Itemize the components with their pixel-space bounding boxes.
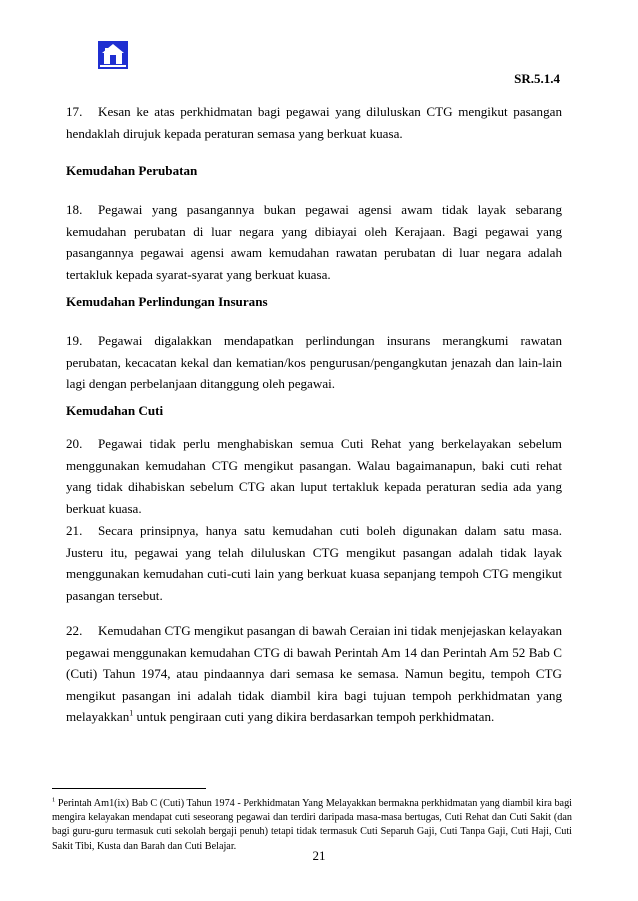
paragraph-number: 22. (66, 623, 83, 638)
paragraph-text-continued: untuk pengiraan cuti yang dikira berdasarkan tempoh perkhidmatan. (133, 709, 495, 724)
footnote (52, 797, 572, 854)
paragraph-number: 18. (66, 202, 83, 217)
heading-leave-facility: Kemudahan Cuti (66, 403, 164, 418)
paragraph-text: Pegawai digalakkan mendapatkan perlindungan insurans merangkumi rawatan perubatan, kecacatan kekal dan kematian/kos pengurusan/pengangkutan jenazah dan lain-lain lagi dengan perbelanjaan ditanggung oleh pegawai. (66, 333, 562, 391)
footnote-text: Perintah Am1(ix) Bab C (Cuti) Tahun 1974 - Perkhidmatan Yang Melayakkan bermakna perkhidmatan yang diambil kira bagi mengira kelayakan mendapat cuti seseorang pegawai dan terdiri daripada masa-masa bertugas, Cuti Rehat dan Cuti Sakit (dan bagi guru-guru termasuk cuti sekolah bergaji penuh) tetapi tidak termasuk Cuti Separuh Gaji, Cuti Tanpa Gaji, Cuti Haji, Cuti Sakit Tibi, Kusta dan Barah dan Cuti Belajar. (52, 798, 572, 852)
paragraph-18 (66, 199, 562, 285)
heading-medical-facility: Kemudahan Perubatan (66, 163, 198, 178)
paragraph-text: Secara prinsipnya, hanya satu kemudahan cuti boleh digunakan dalam satu masa. Justeru itu, pegawai yang telah diluluskan CTG mengikut pasangan adalah tidak layak menggunakan kemudahan cuti-cuti lain yang berkuat kuasa sepanjang tempoh CTG mengikut pasangan tersebut. (66, 523, 562, 603)
paragraph-number: 21. (66, 523, 83, 538)
heading-insurance-protection: Kemudahan Perlindungan Insurans (66, 294, 268, 309)
page-number: 21 (312, 848, 326, 863)
paragraph-text: Kemudahan CTG mengikut pasangan di bawah Ceraian ini tidak menjejaskan kelayakan pegawai menggunakan kemudahan CTG di bawah Perintah Am 14 dan Perintah Am 52 Bab C (Cuti) Tahun 1974, atau pindaannya dari semasa ke semasa. Namun begitu, tempoh CTG mengikut pasangan ini adalah tidak diambil kira bagi tujuan tempoh perkhidmatan yang melayakkan (66, 623, 562, 724)
paragraph-19 (66, 330, 562, 395)
house-logo-icon (97, 40, 129, 70)
paragraph-17 (66, 101, 562, 144)
paragraph-text: Pegawai yang pasangannya bukan pegawai agensi awam tidak layak sebarang kemudahan perubatan di luar negara yang dibiayai oleh Kerajaan. Bagi pegawai yang pasangannya pegawai agensi awam kemudahan rawatan perubatan di luar negara adalah tertakluk kepada syarat-syarat yang berkuat kuasa. (66, 202, 562, 282)
paragraph-number: 19. (66, 333, 83, 348)
paragraph-20 (66, 433, 562, 519)
paragraph-text: Kesan ke atas perkhidmatan bagi pegawai yang diluluskan CTG mengikut pasangan hendaklah dirujuk kepada peraturan semasa yang berkuat kuasa. (66, 104, 562, 141)
document-reference-code: SR.5.1.4 (514, 71, 560, 86)
paragraph-text: Pegawai tidak perlu menghabiskan semua Cuti Rehat yang berkelayakan sebelum menggunakan kemudahan CTG mengikut pasangan. Walau bagaimanapun, baki cuti rehat yang tidak dihabiskan sebelum CTG akan luput tertakluk kepada peraturan sedia ada yang berkuat kuasa. (66, 436, 562, 516)
paragraph-22 (66, 620, 562, 728)
footnote-divider (52, 788, 206, 789)
paragraph-number: 20. (66, 436, 83, 451)
footnote-mark: 1 (52, 796, 56, 804)
paragraph-21 (66, 520, 562, 606)
paragraph-number: 17. (66, 104, 83, 119)
footnote-reference: 1 (129, 708, 134, 718)
